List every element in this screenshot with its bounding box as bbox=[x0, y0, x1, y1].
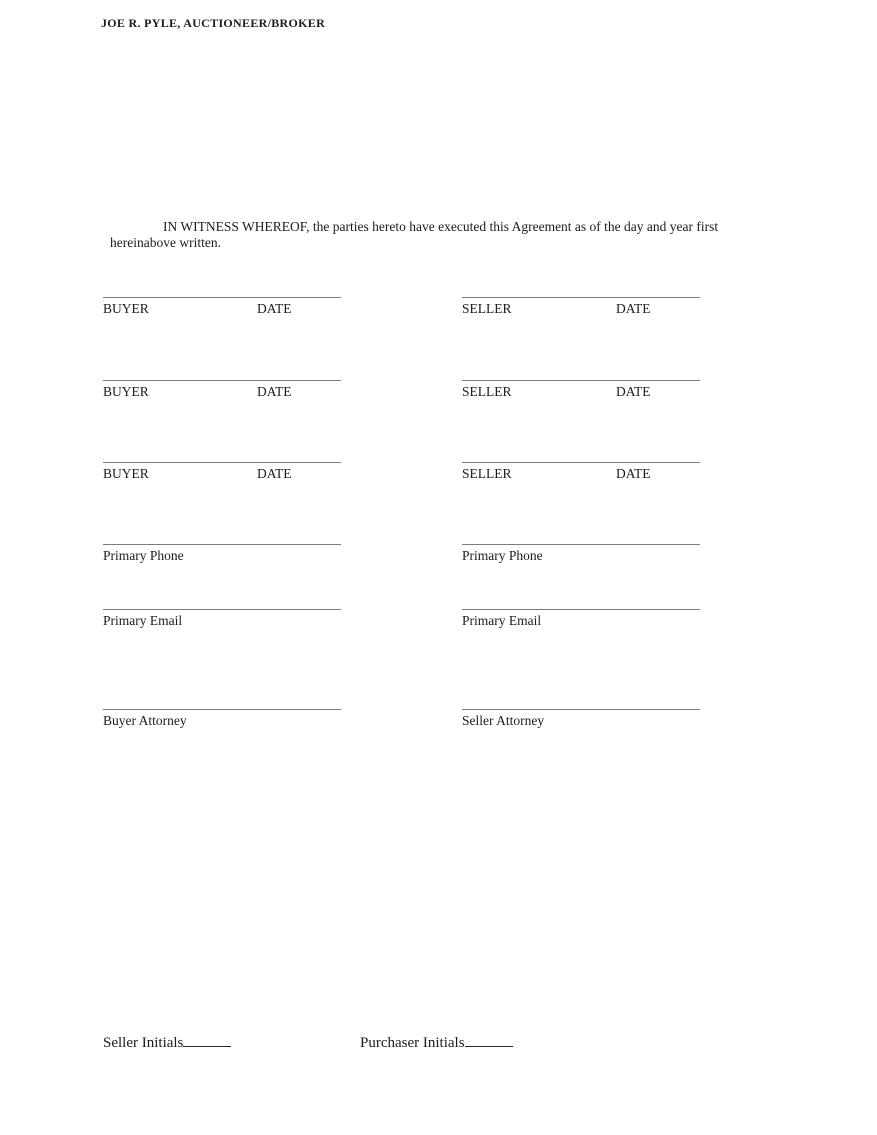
signature-line bbox=[103, 462, 341, 463]
party-label: SELLER bbox=[462, 301, 512, 316]
party-label: BUYER bbox=[103, 301, 149, 316]
date-label: DATE bbox=[257, 301, 292, 316]
date-label: DATE bbox=[616, 466, 651, 481]
signature-labels bbox=[462, 466, 700, 482]
contact-labels bbox=[462, 613, 700, 629]
contact-label: Primary Phone bbox=[103, 548, 184, 563]
initials-footer bbox=[0, 1031, 877, 1055]
party-label: SELLER bbox=[462, 384, 512, 399]
seller-initials-label: Seller Initials bbox=[103, 1035, 184, 1051]
signature-row bbox=[0, 462, 877, 492]
contact-labels bbox=[103, 548, 341, 564]
buyer-signature-block bbox=[103, 380, 341, 400]
signature-line bbox=[103, 297, 341, 298]
contact-line bbox=[462, 709, 700, 710]
signature-row bbox=[0, 380, 877, 410]
contact-label: Primary Email bbox=[462, 613, 542, 628]
contact-line bbox=[103, 544, 341, 545]
date-label: DATE bbox=[616, 384, 651, 399]
signature-line bbox=[462, 380, 700, 381]
buyer-signature-block bbox=[103, 462, 341, 482]
signature-labels bbox=[103, 384, 341, 400]
witness-clause: IN WITNESS WHEREOF, the parties hereto have executed this Agreement as of the day and year first hereinabove written. bbox=[110, 219, 719, 250]
signature-row bbox=[0, 297, 877, 327]
contact-row bbox=[0, 709, 877, 739]
seller-signature-block bbox=[462, 462, 700, 482]
contact-labels bbox=[103, 713, 341, 729]
date-label: DATE bbox=[616, 301, 651, 316]
contact-labels bbox=[462, 548, 700, 564]
signature-line bbox=[462, 462, 700, 463]
contact-line bbox=[462, 609, 700, 610]
signature-labels bbox=[103, 301, 341, 317]
contact-label: Primary Email bbox=[103, 613, 183, 628]
contact-line bbox=[103, 709, 341, 710]
contact-row bbox=[0, 609, 877, 639]
signature-line bbox=[462, 297, 700, 298]
contact-row bbox=[0, 544, 877, 574]
seller-attorney-block bbox=[462, 709, 700, 729]
purchaser-initials bbox=[360, 1031, 513, 1052]
contact-label: Primary Phone bbox=[462, 548, 543, 563]
seller-initials-line bbox=[183, 1031, 231, 1047]
date-label: DATE bbox=[257, 384, 292, 399]
contact-label: Buyer Attorney bbox=[103, 713, 187, 728]
seller-signature-block bbox=[462, 297, 700, 317]
signature-line bbox=[103, 380, 341, 381]
seller-phone-block bbox=[462, 544, 700, 564]
seller-signature-block bbox=[462, 380, 700, 400]
contact-line bbox=[462, 544, 700, 545]
signature-labels bbox=[462, 301, 700, 317]
contact-labels bbox=[462, 713, 700, 729]
broker-header: JOE R. PYLE, AUCTIONEER/BROKER bbox=[101, 16, 326, 30]
buyer-attorney-block bbox=[103, 709, 341, 729]
contact-label: Seller Attorney bbox=[462, 713, 545, 728]
contact-labels bbox=[103, 613, 341, 629]
purchaser-initials-line bbox=[465, 1031, 513, 1047]
party-label: SELLER bbox=[462, 466, 512, 481]
buyer-email-block bbox=[103, 609, 341, 629]
party-label: BUYER bbox=[103, 466, 149, 481]
contact-line bbox=[103, 609, 341, 610]
signature-labels bbox=[103, 466, 341, 482]
purchaser-initials-label: Purchaser Initials bbox=[360, 1035, 465, 1051]
signature-labels bbox=[462, 384, 700, 400]
buyer-phone-block bbox=[103, 544, 341, 564]
date-label: DATE bbox=[257, 466, 292, 481]
party-label: BUYER bbox=[103, 384, 149, 399]
buyer-signature-block bbox=[103, 297, 341, 317]
seller-email-block bbox=[462, 609, 700, 629]
seller-initials bbox=[103, 1031, 231, 1052]
